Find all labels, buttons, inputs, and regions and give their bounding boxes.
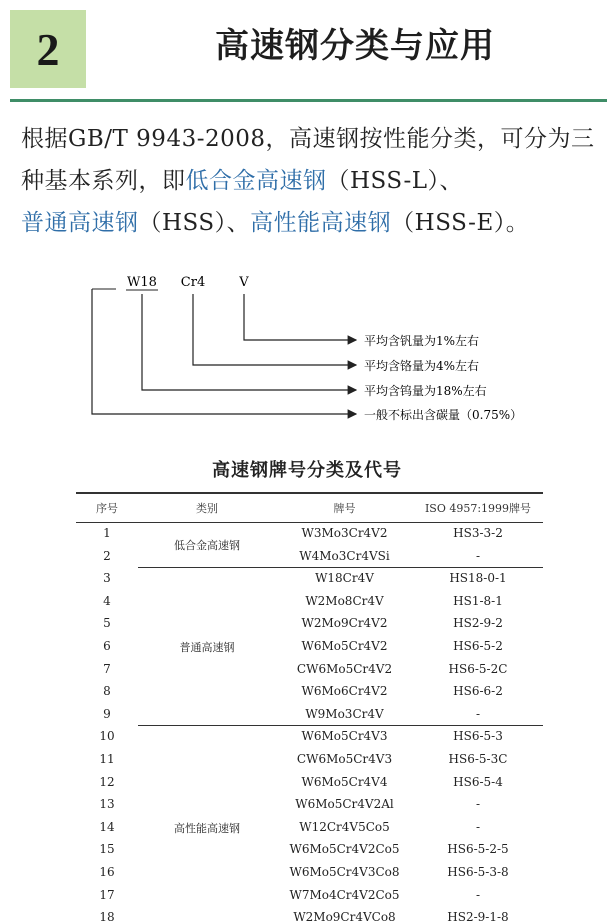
row-seq: 18 (99, 910, 115, 924)
row-grade: W6Mo5Cr4V2Co5 (289, 842, 400, 857)
intro-text-3: （HSS）、 (138, 210, 251, 236)
row-iso: HS6-6-2 (453, 684, 503, 699)
row-iso: HS6-5-3-8 (447, 865, 509, 879)
row-grade: W12Cr4V5Co5 (299, 819, 390, 834)
row-iso: HS6-5-2-5 (447, 842, 509, 857)
note-vanadium: 平均含钒量为1%左右 (364, 334, 480, 348)
group-category: 高性能高速钢 (174, 821, 240, 835)
row-seq: 14 (99, 819, 115, 834)
vanadium-arrow (244, 294, 356, 340)
row-seq: 5 (103, 616, 111, 631)
row-grade: W6Mo5Cr4V3 (301, 729, 388, 744)
category-low-alloy-link: 低合金高速钢 (185, 168, 327, 194)
row-seq: 9 (103, 706, 111, 721)
row-iso: HS6-5-2C (448, 661, 508, 676)
row-iso: - (475, 548, 481, 563)
row-grade: W18Cr4V (315, 571, 374, 586)
row-seq: 3 (103, 571, 111, 586)
row-iso: HS3-3-2 (453, 526, 503, 540)
row-iso: - (475, 887, 481, 902)
header-seq: 序号 (96, 502, 118, 515)
row-iso: - (475, 819, 481, 834)
intro-text-2: （HSS-L）、 (326, 168, 464, 194)
row-grade: CW6Mo5Cr4V2 (296, 661, 393, 676)
intro-text-4: （HSS-E）。 (391, 210, 530, 236)
table-top-rule (76, 492, 543, 494)
row-seq: 1 (103, 526, 111, 540)
row-seq: 10 (99, 729, 115, 744)
row-iso: HS6-5-3 (453, 729, 503, 744)
intro-paragraph (21, 118, 601, 244)
note-tungsten: 平均含钨量为18%左右 (364, 384, 487, 398)
row-grade: CW6Mo5Cr4V3 (296, 752, 393, 766)
row-iso: HS6-5-3C (448, 752, 508, 766)
category-general-link: 普通高速钢 (21, 210, 139, 236)
row-iso: HS6-5-4 (453, 774, 503, 789)
row-seq: 4 (103, 593, 111, 608)
row-seq: 15 (99, 842, 115, 857)
row-iso: HS6-5-2 (453, 639, 503, 653)
row-grade: W3Mo3Cr4V2 (301, 526, 388, 540)
row-grade: W2Mo9Cr4V2 (301, 616, 388, 631)
intro-text-1: 根据GB/T 9943-2008，高速钢按性能分类，可分为三种基本系列，即 (21, 126, 595, 194)
row-seq: 12 (99, 774, 115, 789)
component-w18: W18 (127, 275, 157, 290)
row-grade: W4Mo3Cr4VSi (299, 548, 390, 563)
row-grade: W6Mo5Cr4V4 (301, 774, 388, 789)
chromium-arrow (193, 294, 356, 365)
row-iso: HS1-8-1 (453, 593, 503, 608)
table-header-rule (76, 522, 543, 523)
row-seq: 17 (99, 887, 115, 902)
section-number: 2 (10, 10, 86, 88)
row-iso: - (475, 706, 481, 721)
component-cr4: Cr4 (180, 275, 206, 290)
note-chromium: 平均含铬量为4%左右 (364, 359, 480, 373)
page-title: 高速钢分类与应用 (215, 26, 495, 66)
note-carbon: 一般不标出含碳量（0.75%） (364, 408, 523, 422)
row-grade: W6Mo5Cr4V2 (301, 639, 388, 653)
row-grade: W7Mo4Cr4V2Co5 (289, 887, 400, 902)
row-iso: HS2-9-2 (453, 616, 503, 631)
row-grade: W2Mo9Cr4VCo8 (293, 910, 396, 924)
row-seq: 8 (103, 684, 111, 699)
row-iso: HS18-0-1 (449, 571, 507, 586)
row-seq: 13 (99, 797, 115, 812)
title-divider (10, 99, 607, 102)
row-grade: W9Mo3Cr4V (305, 706, 384, 721)
header-category: 类别 (196, 502, 218, 515)
tungsten-arrow (142, 294, 356, 390)
row-seq: 16 (99, 865, 115, 879)
row-seq: 2 (103, 548, 111, 563)
row-iso: - (475, 797, 481, 812)
group-divider (138, 567, 543, 568)
group-category: 低合金高速钢 (174, 539, 240, 553)
carbon-arrow (92, 289, 356, 414)
header-grade: 牌号 (333, 502, 356, 515)
row-iso: HS2-9-1-8 (447, 910, 509, 924)
row-seq: 6 (103, 639, 111, 653)
row-seq: 11 (99, 752, 115, 766)
row-grade: W6Mo5Cr4V3Co8 (289, 865, 400, 879)
table-title: 高速钢牌号分类及代号 (212, 460, 402, 481)
row-grade: W2Mo8Cr4V (305, 593, 384, 608)
row-grade: W6Mo6Cr4V2 (301, 684, 388, 699)
group-category: 普通高速钢 (179, 641, 235, 654)
header-iso: ISO 4957:1999牌号 (424, 502, 532, 515)
designation-diagram (0, 260, 614, 430)
row-grade: W6Mo5Cr4V2Al (295, 797, 394, 812)
row-seq: 7 (103, 661, 111, 676)
group-divider (138, 725, 543, 726)
component-v: V (239, 275, 249, 290)
category-high-performance-link: 高性能高速钢 (250, 210, 392, 236)
